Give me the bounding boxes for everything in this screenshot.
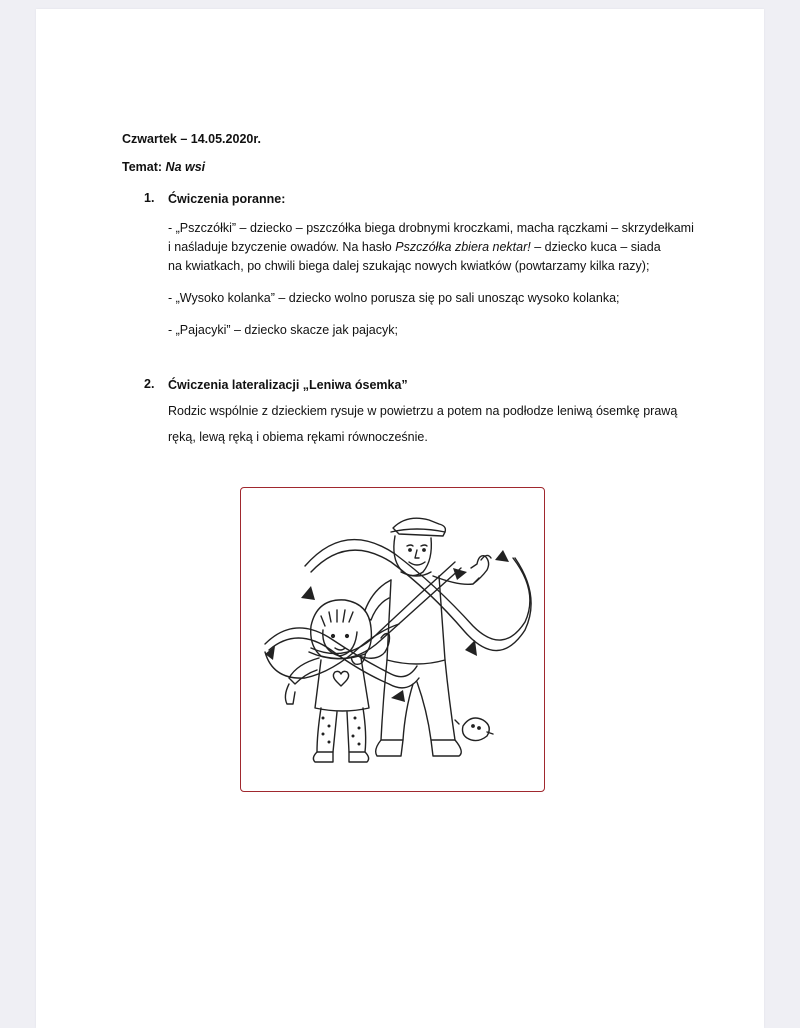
item1-line2-italic: Pszczółka zbiera nektar!: [395, 240, 531, 254]
section1-title: Ćwiczenia poranne:: [168, 192, 286, 206]
item1-line2-end: – dziecko kuca – siada: [530, 240, 661, 254]
section1-item1-line1: - „Pszczółki” – dziecko – pszczółka biega drobnymi kroczkami, macha rączkami – skrzydełkami: [168, 221, 694, 235]
small-animal-doodle: [455, 718, 493, 741]
section2-title: Ćwiczenia lateralizacji „Leniwa ósemka”: [168, 378, 408, 392]
section1-item3: - „Pajacyki” – dziecko skacze jak pajacyk;: [168, 323, 398, 337]
date-line: Czwartek – 14.05.2020r.: [122, 132, 261, 146]
section1-item1-line3: na kwiatkach, po chwili biega dalej szukając nowych kwiatków (powtarzamy kilka razy);: [168, 259, 650, 273]
section1-item2: - „Wysoko kolanka” – dziecko wolno porusza się po sali unosząc wysoko kolanka;: [168, 291, 620, 305]
section1-number: 1.: [144, 191, 155, 205]
section1-item1-line2: [168, 239, 661, 255]
section2-number: 2.: [144, 377, 155, 391]
document-page: [36, 9, 764, 1028]
child-figure: [285, 600, 389, 762]
section2-line1: Rodzic wspólnie z dzieckiem rysuje w powietrzu a potem na podłodze leniwą ósemkę prawą: [168, 404, 678, 418]
topic-value: Na wsi: [165, 160, 206, 174]
item1-line2-start: i naśladuje bzyczenie owadów. Na hasło: [168, 240, 396, 254]
topic-line: [122, 159, 205, 175]
lazy-eight-illustration: [240, 487, 545, 792]
section2-line2: ręką, lewą ręką i obiema rękami równocześnie.: [168, 430, 428, 444]
topic-label: Temat:: [122, 160, 163, 174]
